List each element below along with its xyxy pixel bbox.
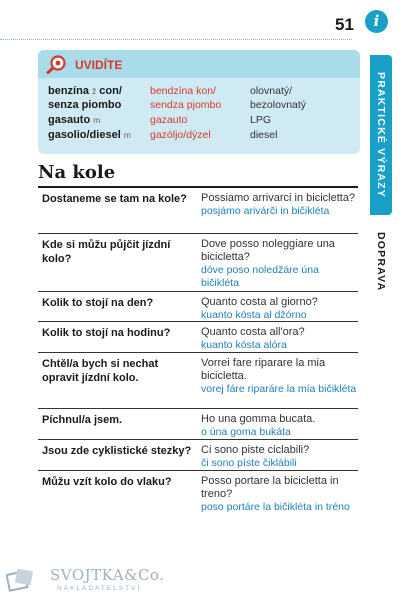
publisher-subtitle: NAKLADATELSTVÍ	[57, 585, 142, 592]
phrase-translation	[201, 296, 359, 322]
phrase-italian: Possiamo arrivarci in bicicletta?	[201, 192, 356, 204]
phrase-pronunciation: dóve poso noledžáre úna bičikléta	[201, 264, 319, 289]
phrase-italian: Posso portare la bicicletta in treno?	[201, 475, 339, 500]
phrase-translation	[201, 413, 359, 439]
phrase-translation	[201, 192, 359, 218]
uvidite-czech: gasauto m	[48, 114, 101, 126]
phrase-italian: Ho una gomma bucata.	[201, 413, 316, 425]
phrase-row	[38, 440, 358, 471]
phrase-italian: Quanto costa all'ora?	[201, 326, 305, 338]
phrase-row	[38, 322, 358, 353]
phrase-translation	[201, 357, 359, 396]
phrase-pronunciation: kuanto kósta al džórno	[201, 309, 307, 321]
uvidite-italian: gazóljo/dýzel	[150, 129, 211, 141]
phrase-italian: Ci sono piste ciclabili?	[201, 444, 310, 456]
uvidite-meaning: olovnatý/	[250, 85, 293, 97]
phrase-czech: Kolik to stojí na den?	[42, 297, 154, 309]
uvidite-meaning: LPG	[250, 114, 272, 126]
phrase-row	[38, 409, 358, 440]
phrase-pronunciation: kuanto kósta alóra	[201, 339, 287, 351]
phrase-czech: Chtěl/a bych si nechat opravit jízdní kolo.	[42, 358, 159, 384]
phrase-czech: Píchnul/a jsem.	[42, 414, 123, 426]
publisher-logo-icon	[6, 567, 46, 593]
phrase-pronunciation: vorej fáre riparáre la mía bičikléta	[201, 383, 357, 395]
uvidite-italian: sendza pjombo	[150, 99, 222, 111]
phrase-translation	[201, 238, 359, 290]
phrase-translation	[201, 326, 359, 352]
phrase-czech: Můžu vzít kolo do vlaku?	[42, 476, 172, 488]
phrase-italian: Quanto costa al giorno?	[201, 296, 318, 308]
phrase-pronunciation: o úna goma bukáta	[201, 426, 291, 438]
phrase-italian: Dove posso noleggiare una bicicletta?	[201, 238, 335, 263]
uvidite-italian: bendzína kon/	[150, 85, 216, 97]
phrase-row	[38, 234, 358, 292]
uvidite-czech: senza piombo	[48, 99, 122, 111]
page-number: 51	[335, 15, 354, 34]
phrase-row	[38, 292, 358, 322]
phrase-row	[38, 353, 358, 409]
side-section-label: DOPRAVA	[375, 232, 387, 292]
uvidite-meaning: bezolovnatý	[250, 99, 307, 111]
uvidite-meaning: diesel	[250, 129, 278, 141]
phrase-czech: Jsou zde cyklistické stezky?	[42, 445, 192, 457]
phrase-row	[38, 471, 358, 527]
phrase-translation	[201, 444, 359, 470]
info-icon: i	[365, 10, 388, 33]
phrase-czech: Kolik to stojí na hodinu?	[42, 327, 171, 339]
uvidite-czech: benzína ž con/	[48, 85, 122, 97]
section-title: Na kole	[38, 162, 116, 183]
phrase-translation	[201, 475, 359, 514]
phrase-pronunciation: poso portáre la bičikléta in tréno	[201, 501, 350, 513]
uvidite-title: UVIDÍTE	[75, 58, 123, 72]
side-tab-label: PRAKTICKÉ VÝRAZY	[375, 72, 387, 198]
phrase-italian: Vorrei fare riparare la mia bicicletta.	[201, 357, 326, 382]
uvidite-czech: gasolio/diesel m	[48, 129, 131, 141]
uvidite-italian: gazauto	[150, 114, 188, 126]
top-dotted-rule	[0, 39, 352, 40]
phrase-pronunciation: posjámo arivárči in bičikléta	[201, 205, 330, 217]
publisher-name: SVOJTKA&Co.	[50, 566, 165, 584]
phrase-pronunciation: či sono píste čiklábili	[201, 457, 297, 469]
phrase-czech: Dostaneme se tam na kole?	[42, 193, 187, 205]
magnifier-eye-icon	[46, 54, 68, 74]
phrase-czech: Kde si můžu půjčit jízdní kolo?	[42, 239, 171, 265]
phrase-row	[38, 188, 358, 234]
